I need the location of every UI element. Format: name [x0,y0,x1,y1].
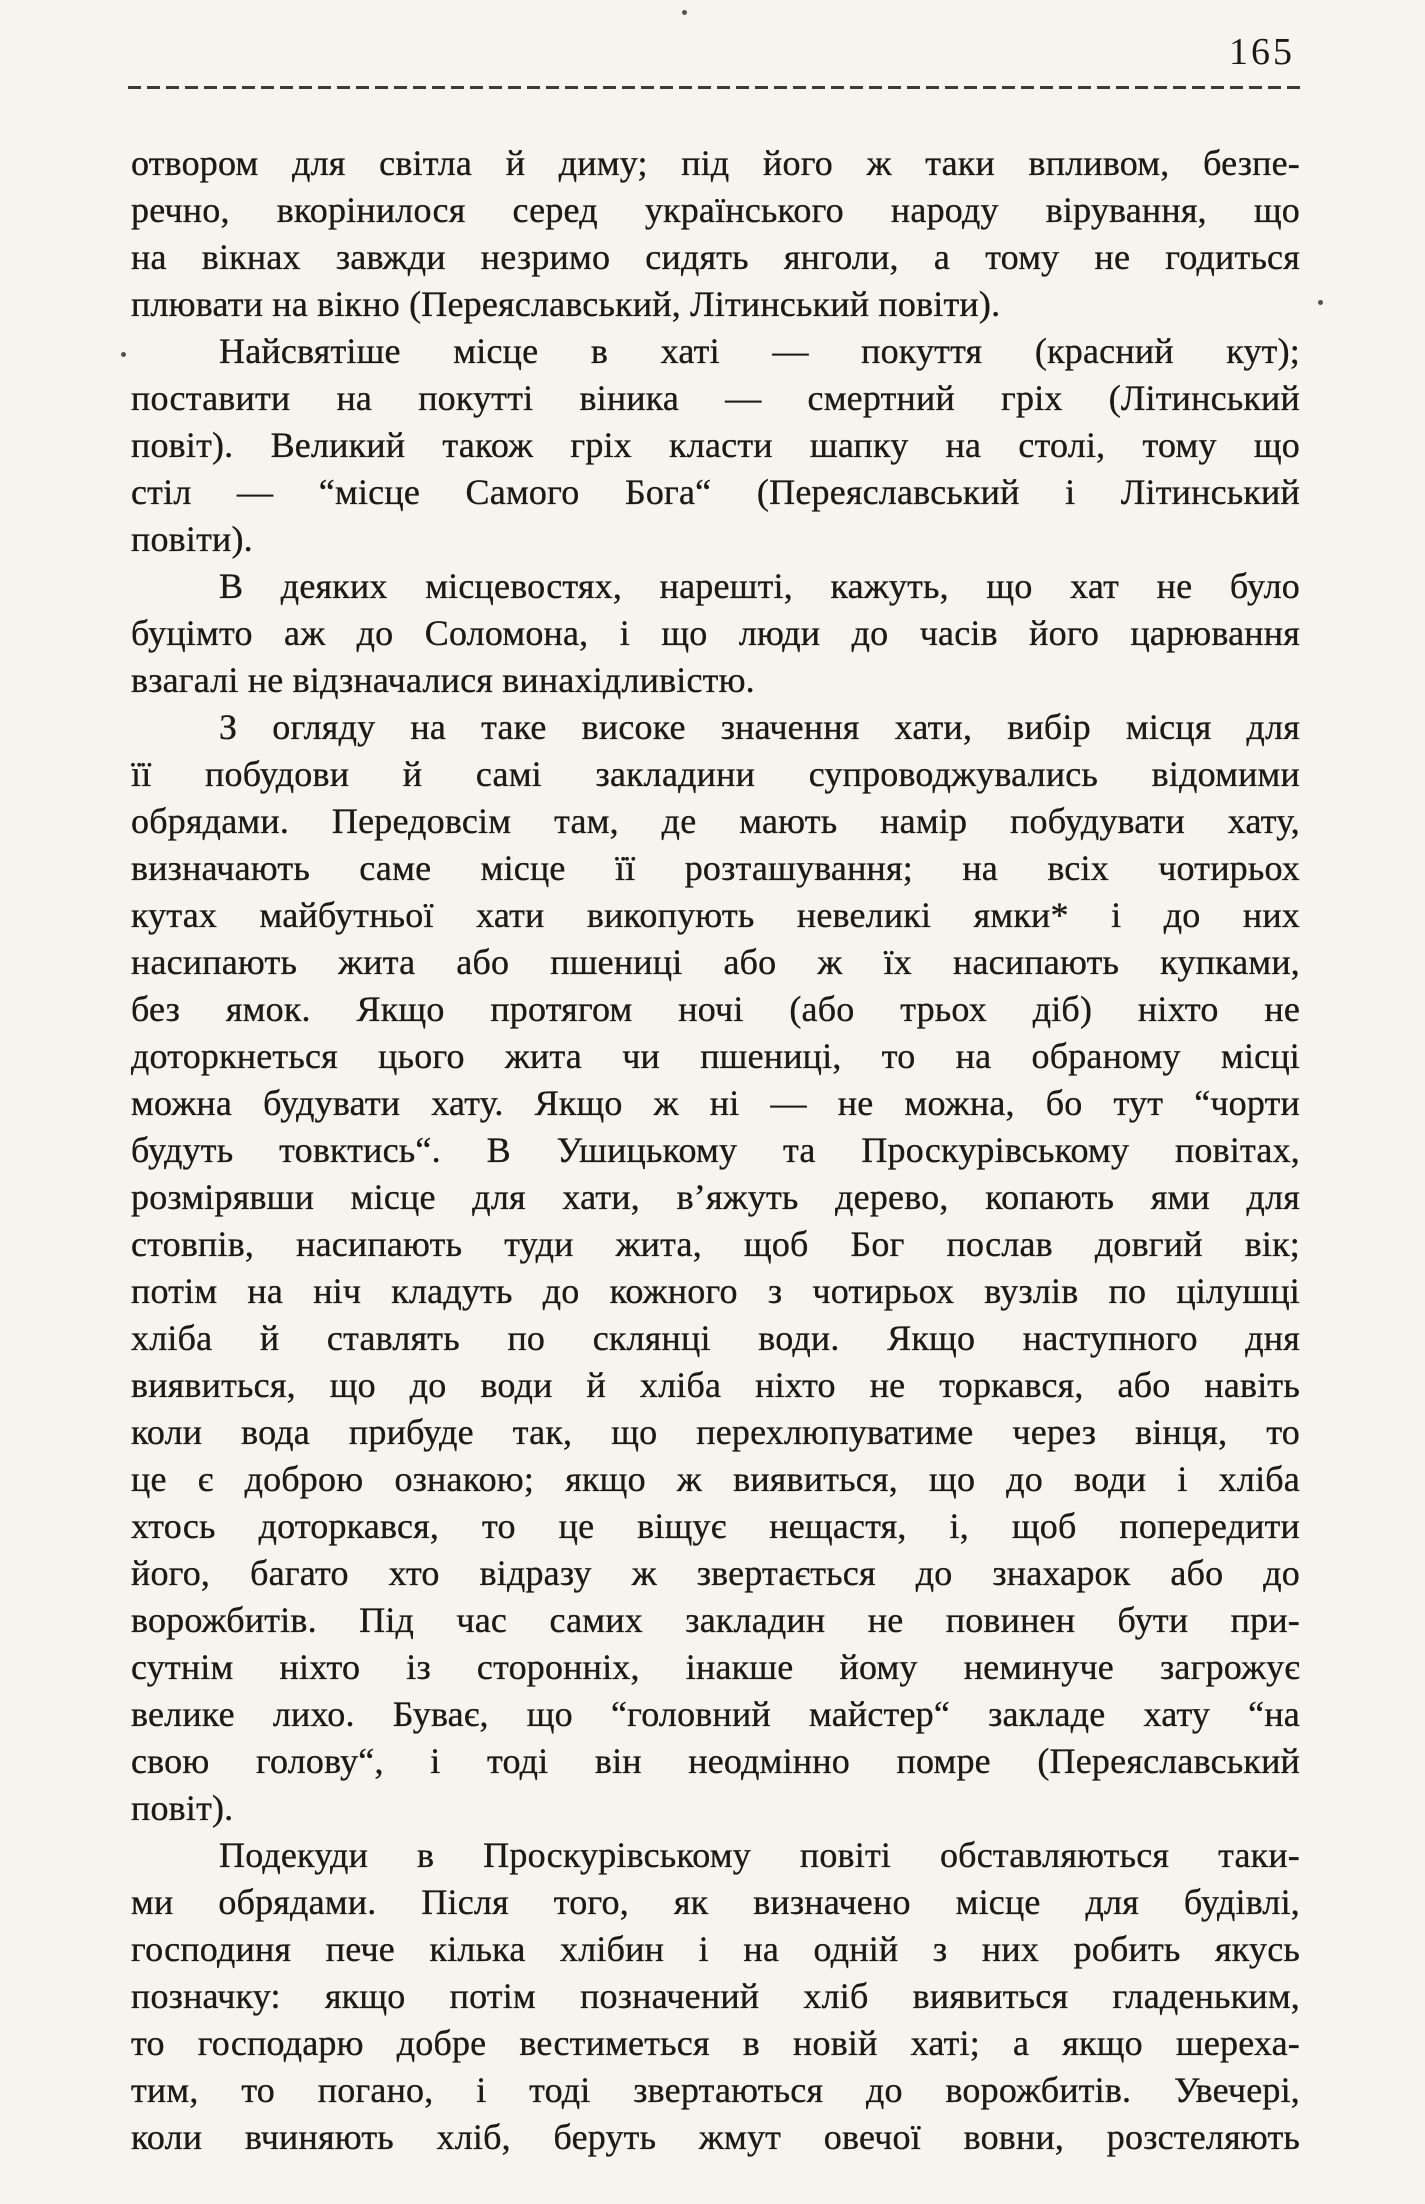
text-line: отвором для світла й диму; під його ж таки впливом, безпе- [131,143,1300,183]
text-line: хтось доторкався, то це віщує нещастя, і, щоб попередити [131,1506,1300,1546]
paragraph-1 [131,140,1300,328]
text-line: взагалі не відзначалися винахідливістю. [131,660,755,700]
text-line: повіт). Великий також гріх класти шапку на столі, тому що [131,425,1300,465]
text-line: її побудови й самі закладини супроводжувались відомими [131,754,1300,794]
text-line: Найсвятіше місце в хаті — покуття (красний кут); [219,331,1300,371]
text-line: буцімто аж до Соломона, і що люди до часів його царювання [131,613,1300,653]
text-line: стіл — “місце Самого Бога“ (Переяславський і Літинський [131,472,1300,512]
text-line: повіт). [131,1788,234,1828]
text-line: плювати на вікно (Переяславський, Літинський повіти). [131,284,1001,324]
text-line: кутах майбутньої хати викопують невеликі ямки* і до них [131,895,1300,935]
body-text [131,140,1300,2161]
text-line: свою голову“, і тоді він неодмінно помре (Переяславський [131,1741,1300,1781]
text-line: стовпів, насипають туди жита, щоб Бог послав довгий вік; [131,1224,1300,1264]
text-line: велике лихо. Буває, що “головний майстер“ закладе хату “на [131,1694,1300,1734]
text-line: розмірявши місце для хати, в’яжуть дерево, копають ями для [131,1177,1300,1217]
text-line: коли вода прибуде так, що перехлюпуватиме через вінця, то [131,1412,1300,1452]
text-line: виявиться, що до води й хліба ніхто не торкався, або навіть [131,1365,1300,1405]
scan-speck [121,352,126,357]
text-line: коли вчиняють хліб, беруть жмут овечої вовни, розстеляють [131,2117,1300,2157]
text-line: без ямок. Якщо протягом ночі (або трьох діб) ніхто не [131,989,1300,1029]
text-line: насипають жита або пшениці або ж їх насипають купками, [131,942,1300,982]
page-number: 165 [1229,31,1295,73]
paragraph-5 [131,1832,1300,2161]
scan-speck [1318,300,1323,305]
text-line: доторкнеться цього жита чи пшениці, то на обраному місці [131,1036,1300,1076]
text-line: поставити на покутті віника — смертний гріх (Літинський [131,378,1300,418]
paragraph-4 [131,704,1300,1832]
paragraph-3 [131,563,1300,704]
text-line: позначку: якщо потім позначений хліб виявиться гладеньким, [131,1976,1300,2016]
text-line: будуть товктись“. В Ушицькому та Проскурівському повітах, [131,1130,1300,1170]
text-line: його, багато хто відразу ж звертається до знахарок або до [131,1553,1300,1593]
text-line: визначають саме місце її розташування; на всіх чотирьох [131,848,1300,888]
text-line: З огляду на таке високе значення хати, вибір місця для [219,707,1300,747]
text-line: речно, вкорінилося серед українського народу вірування, що [131,190,1300,230]
text-line: потім на ніч кладуть до кожного з чотирьох вузлів по цілушці [131,1271,1300,1311]
text-line: повіти). [131,519,253,559]
text-line: обрядами. Передовсім там, де мають намір побудувати хату, [131,801,1300,841]
text-line: тим, то погано, і тоді звертаються до ворожбитів. Увечері, [131,2070,1300,2110]
text-line: це є доброю ознакою; якщо ж виявиться, що до води і хліба [131,1459,1300,1499]
text-line: то господарю добре вестиметься в новій хаті; а якщо шереха- [131,2023,1300,2063]
text-line: можна будувати хату. Якщо ж ні — не можна, бо тут “чорти [131,1083,1300,1123]
text-line: на вікнах завжди незримо сидять янголи, а тому не годиться [131,237,1300,277]
header-rule [128,86,1300,89]
text-line: В деяких місцевостях, нарешті, кажуть, що хат не було [219,566,1300,606]
text-line: ми обрядами. Після того, як визначено місце для будівлі, [131,1882,1300,1922]
text-line: ворожбитів. Під час самих закладин не повинен бути при- [131,1600,1300,1640]
scan-speck [682,10,687,15]
text-line: господиня пече кілька хлібин і на одній з них робить якусь [131,1929,1300,1969]
text-line: сутнім ніхто із сторонніх, інакше йому неминуче загрожує [131,1647,1300,1687]
paragraph-2 [131,328,1300,563]
text-line: хліба й ставлять по склянці води. Якщо наступного дня [131,1318,1300,1358]
text-line: Подекуди в Проскурівському повіті обставляються таки- [219,1835,1300,1875]
